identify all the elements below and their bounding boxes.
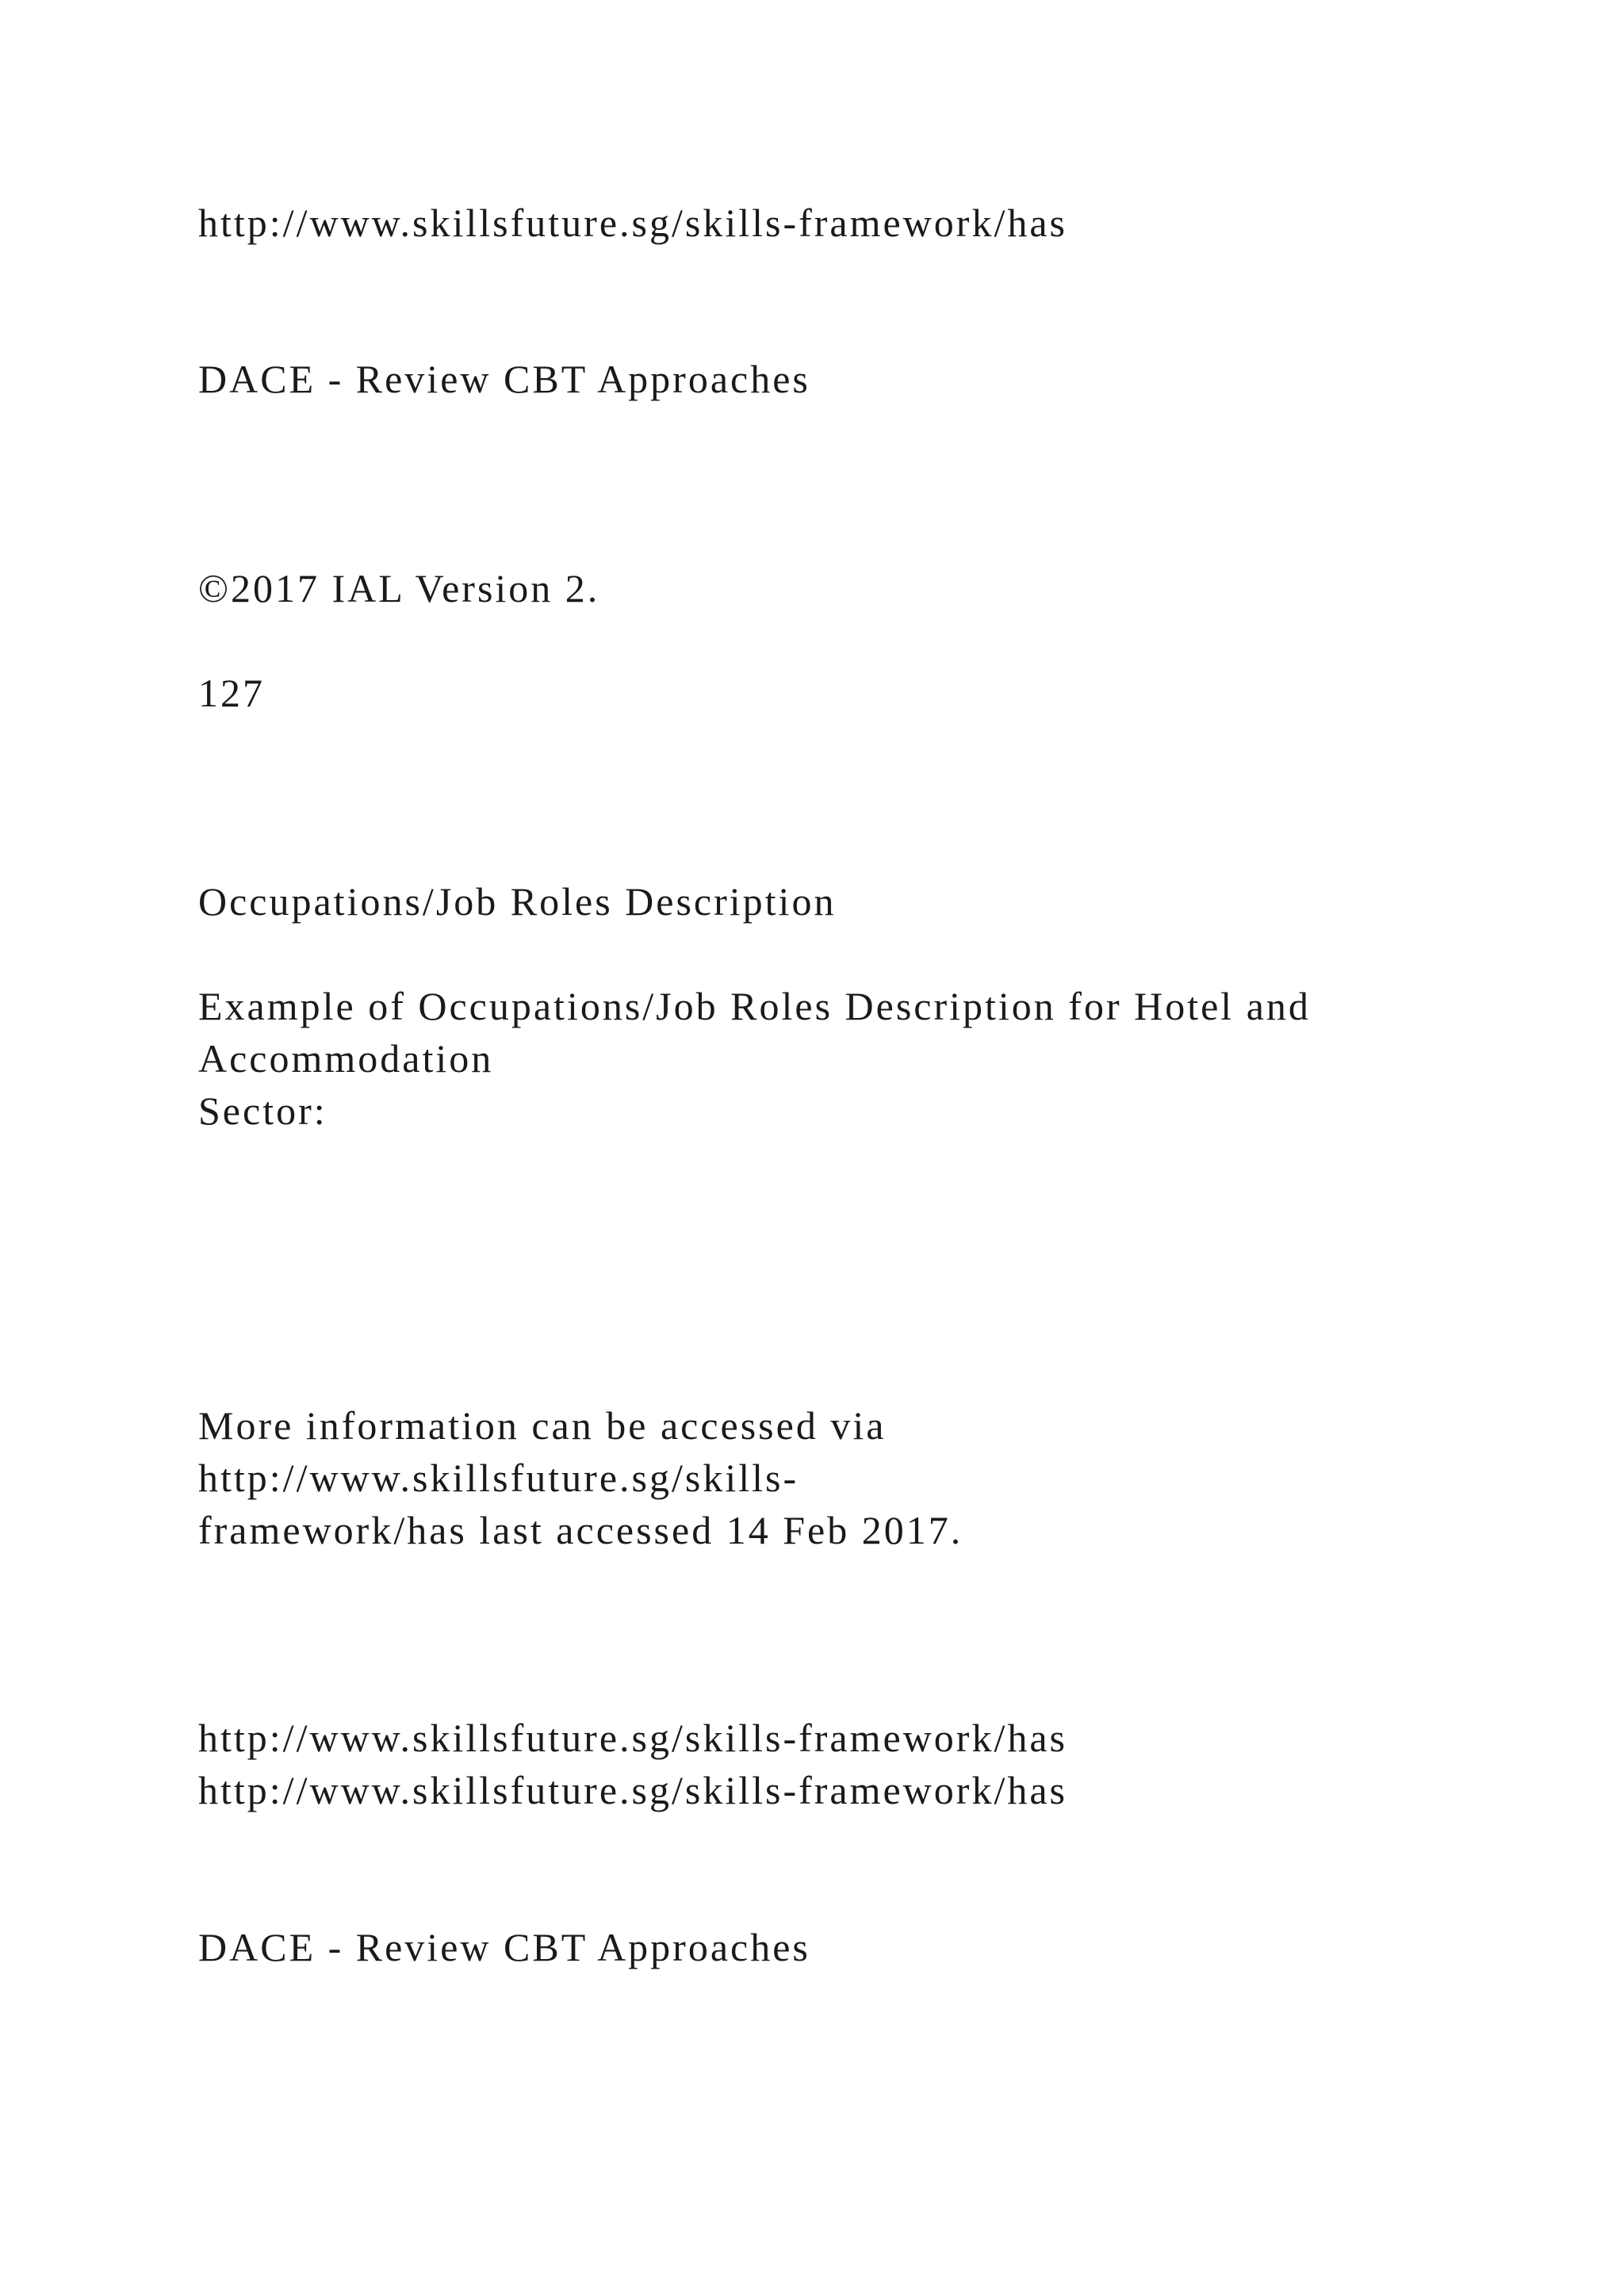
- info-line-2: http://www.skillsfuture.sg/skills-: [198, 1456, 799, 1500]
- info-line-1: More information can be accessed via: [198, 1403, 887, 1448]
- example-line-1: Example of Occupations/Job Roles Description for Hotel and: [198, 984, 1311, 1028]
- section-title: Occupations/Job Roles Description: [198, 879, 837, 924]
- info-line-3: framework/has last accessed 14 Feb 2017.: [198, 1508, 963, 1552]
- document-header-bottom: DACE - Review CBT Approaches: [198, 1925, 810, 1969]
- example-line-2: Accommodation: [198, 1036, 494, 1081]
- document-header-top: DACE - Review CBT Approaches: [198, 357, 810, 401]
- url-text-top: http://www.skillsfuture.sg/skills-framework/has: [198, 201, 1067, 245]
- url-text-repeat-1: http://www.skillsfuture.sg/skills-framework/has: [198, 1716, 1067, 1760]
- example-line-3: Sector:: [198, 1089, 327, 1133]
- copyright-text: ©2017 IAL Version 2.: [198, 566, 600, 610]
- page-number: 127: [198, 671, 265, 715]
- url-text-repeat-2: http://www.skillsfuture.sg/skills-framework/has: [198, 1768, 1067, 1812]
